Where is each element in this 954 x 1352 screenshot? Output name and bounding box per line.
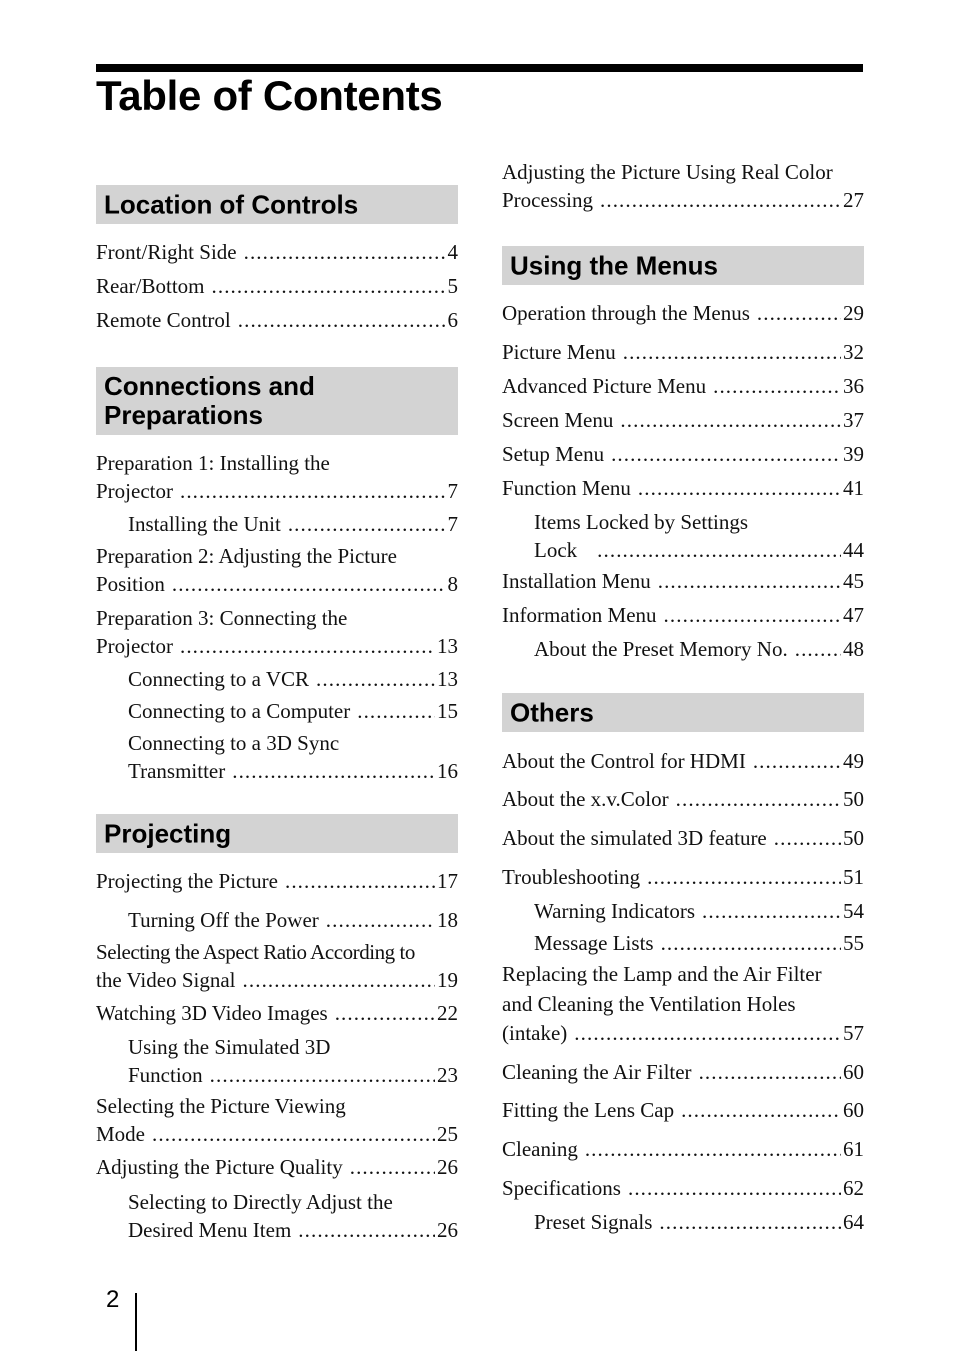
leader-dots [659, 1208, 841, 1236]
entry-page: 37 [843, 408, 864, 432]
entry-title: Processing [502, 188, 593, 212]
entry-page: 39 [843, 442, 864, 466]
leader-dots [316, 665, 435, 693]
entry-page: 7 [447, 479, 458, 503]
entry-page: 22 [437, 1001, 458, 1025]
leader-dots [172, 570, 446, 598]
page-number: 2 [106, 1286, 120, 1313]
section-heading-label: Others [510, 697, 594, 727]
entry-page: 51 [843, 865, 864, 889]
entry-page: 61 [843, 1137, 864, 1161]
toc-entry-turning-off-power[interactable] [128, 906, 458, 934]
toc-entry-simulated-3d-feature[interactable] [502, 824, 864, 852]
leader-dots [288, 510, 446, 538]
entry-page: 27 [843, 188, 864, 212]
entry-title: About the Preset Memory No. [534, 637, 788, 661]
leader-dots [180, 477, 446, 505]
toc-entry-advanced-picture-menu[interactable] [502, 372, 864, 400]
entry-title: Mode [96, 1122, 145, 1146]
entry-page: 15 [437, 699, 458, 723]
leader-dots [647, 863, 841, 891]
leader-dots [628, 1174, 841, 1202]
entry-title: Cleaning the Air Filter [502, 1060, 692, 1084]
toc-entry-connecting-3d-sync[interactable] [128, 729, 458, 785]
entry-page: 18 [437, 908, 458, 932]
leader-dots [210, 1061, 435, 1089]
toc-entry-cleaning[interactable] [502, 1135, 864, 1163]
section-heading-label [104, 372, 452, 430]
toc-entry-remote-control[interactable] [96, 306, 458, 334]
leader-dots [620, 406, 841, 434]
toc-entry-simulated-3d-function[interactable] [128, 1033, 458, 1089]
entry-page: 60 [843, 1060, 864, 1084]
entry-title: Picture Menu [502, 340, 616, 364]
entry-page: 54 [843, 899, 864, 923]
entry-title-line: Connecting to a 3D Sync [128, 731, 340, 755]
toc-entry-warning-indicators[interactable] [534, 897, 864, 925]
title-rule [96, 64, 863, 72]
entry-title: Function [128, 1063, 203, 1087]
section-heading-others[interactable] [502, 693, 864, 732]
entry-page: 16 [437, 759, 458, 783]
entry-page: 5 [447, 274, 458, 298]
entry-page: 19 [437, 968, 458, 992]
entry-page: 26 [437, 1218, 458, 1242]
section-heading-label: Projecting [104, 818, 232, 848]
entry-page: 13 [437, 634, 458, 658]
toc-entry-preset-memory[interactable] [534, 635, 864, 663]
entry-page: 45 [843, 569, 864, 593]
toc-entry-preset-signals[interactable] [534, 1208, 864, 1236]
entry-title: Transmitter [128, 759, 226, 783]
entry-title: Projecting the Picture [96, 869, 278, 893]
leader-dots [232, 757, 435, 785]
entry-page: 60 [843, 1098, 864, 1122]
entry-title: Turning Off the Power [128, 908, 319, 932]
leader-dots [661, 929, 841, 957]
entry-page: 17 [437, 869, 458, 893]
entry-page: 50 [843, 826, 864, 850]
entry-title-line: Selecting the Aspect Ratio According to [96, 940, 415, 964]
leader-dots [585, 1135, 841, 1163]
toc-entry-picture-quality[interactable] [96, 1153, 458, 1181]
entry-title: Lock [534, 538, 578, 562]
entry-title: Preset Signals [534, 1210, 653, 1234]
entry-page: 23 [437, 1063, 458, 1087]
leader-dots [702, 897, 841, 925]
section-heading-line: Connections and [104, 371, 315, 401]
entry-page: 48 [843, 637, 864, 661]
toc-entry-cleaning-air-filter[interactable] [502, 1058, 864, 1086]
entry-page: 29 [843, 301, 864, 325]
toc-entry-fitting-lens-cap[interactable] [502, 1096, 864, 1124]
leader-dots [699, 1058, 841, 1086]
leader-dots [638, 474, 841, 502]
entry-title: Desired Menu Item [128, 1218, 292, 1242]
entry-title: About the Control for HDMI [502, 749, 746, 773]
toc-entry-troubleshooting[interactable] [502, 863, 864, 891]
page-title: Table of Contents [96, 72, 443, 119]
leader-dots [357, 697, 435, 725]
page-number-rule [135, 1293, 137, 1351]
entry-page: 44 [843, 538, 864, 562]
leader-dots [285, 867, 435, 895]
toc-entry-picture-menu[interactable] [502, 338, 864, 366]
entry-title: Adjusting the Picture Quality [96, 1155, 343, 1179]
entry-page: 36 [843, 374, 864, 398]
section-heading-line: Preparations [104, 400, 263, 430]
toc-entry-xvcolor[interactable] [502, 785, 864, 813]
toc-entry-installing-the-unit[interactable] [128, 510, 458, 538]
section-heading-connections-and-preparations[interactable] [96, 367, 458, 435]
entry-page: 25 [437, 1122, 458, 1146]
entry-title: Installing the Unit [128, 512, 281, 536]
entry-page: 57 [843, 1021, 864, 1045]
section-heading-label: Location of Controls [104, 189, 359, 219]
leader-dots [713, 372, 841, 400]
entry-title: Advanced Picture Menu [502, 374, 707, 398]
toc-entry-message-lists[interactable] [534, 929, 864, 957]
leader-dots [180, 632, 435, 660]
entry-title: Screen Menu [502, 408, 614, 432]
leader-dots [244, 238, 446, 266]
toc-entry-front-right-side[interactable] [96, 238, 458, 266]
entry-title: Front/Right Side [96, 240, 237, 264]
entry-title: Position [96, 572, 165, 596]
leader-dots [238, 306, 446, 334]
entry-page: 49 [843, 749, 864, 773]
entry-title: Watching 3D Video Images [96, 1001, 328, 1025]
entry-title-line: Using the Simulated 3D [128, 1035, 331, 1059]
entry-title: Specifications [502, 1176, 621, 1200]
toc-entry-rear-bottom[interactable] [96, 272, 458, 300]
leader-dots [774, 824, 841, 852]
leader-dots [623, 338, 841, 366]
entry-title-line: Items Locked by Settings [534, 510, 749, 534]
leader-dots [611, 440, 841, 468]
leader-dots [326, 906, 435, 934]
section-heading-using-the-menus[interactable] [502, 246, 864, 285]
entry-page: 6 [447, 308, 458, 332]
toc-entry-items-locked[interactable] [534, 508, 864, 564]
entry-page: 55 [843, 931, 864, 955]
leader-dots [795, 635, 841, 663]
entry-title-line: Selecting the Picture Viewing [96, 1094, 346, 1118]
entry-page: 64 [843, 1210, 864, 1234]
entry-page: 47 [843, 603, 864, 627]
entry-title-line: Preparation 2: Adjusting the Picture [96, 544, 397, 568]
entry-title: Connecting to a VCR [128, 667, 310, 691]
entry-page: 50 [843, 787, 864, 811]
toc-entry-connecting-vcr[interactable] [128, 665, 458, 693]
toc-entry-specifications[interactable] [502, 1174, 864, 1202]
toc-entry-control-for-hdmi[interactable] [502, 747, 864, 775]
entry-title: Function Menu [502, 476, 631, 500]
leader-dots [600, 186, 841, 214]
leader-dots [152, 1120, 435, 1148]
toc-entry-information-menu[interactable] [502, 601, 864, 629]
entry-title: Message Lists [534, 931, 654, 955]
leader-dots [212, 272, 446, 300]
leader-dots [335, 999, 435, 1027]
section-heading-location-of-controls[interactable] [96, 185, 458, 224]
leader-dots [574, 1019, 841, 1049]
entry-page: 41 [843, 476, 864, 500]
entry-title-line: Adjusting the Picture Using Real Color [502, 160, 833, 184]
toc-entry-picture-viewing-mode[interactable] [96, 1092, 458, 1148]
leader-dots [681, 1096, 841, 1124]
section-heading-projecting[interactable] [96, 814, 458, 853]
entry-title: Projector [96, 634, 173, 658]
entry-title: About the simulated 3D feature [502, 826, 767, 850]
entry-page: 62 [843, 1176, 864, 1200]
entry-title: Cleaning [502, 1137, 578, 1161]
entry-title: Fitting the Lens Cap [502, 1098, 675, 1122]
toc-entry-function-menu[interactable] [502, 474, 864, 502]
toc-entry-installation-menu[interactable] [502, 567, 864, 595]
entry-title: Remote Control [96, 308, 231, 332]
entry-title: the Video Signal [96, 968, 236, 992]
toc-entry-replacing-lamp[interactable] [502, 960, 864, 1049]
entry-title-line: Preparation 1: Installing the [96, 451, 330, 475]
entry-title-line: Selecting to Directly Adjust the [128, 1190, 393, 1214]
toc-entry-connecting-computer[interactable] [128, 697, 458, 725]
leader-dots [753, 747, 841, 775]
leader-dots [350, 1153, 435, 1181]
entry-title-line: Replacing the Lamp and the Air Filter [502, 962, 822, 986]
toc-entry-screen-menu[interactable] [502, 406, 864, 434]
leader-dots [597, 536, 841, 564]
leader-dots [243, 966, 435, 994]
toc-entry-aspect-ratio[interactable] [96, 938, 458, 994]
entry-title: Rear/Bottom [96, 274, 205, 298]
leader-dots [658, 567, 841, 595]
entry-title: Information Menu [502, 603, 657, 627]
entry-title: (intake) [502, 1021, 568, 1045]
entry-title: Projector [96, 479, 173, 503]
entry-title: Warning Indicators [534, 899, 696, 923]
toc-entry-setup-menu[interactable] [502, 440, 864, 468]
leader-dots [676, 785, 841, 813]
toc-entry-real-color-processing[interactable] [502, 158, 864, 214]
entry-title: Setup Menu [502, 442, 605, 466]
leader-dots [298, 1216, 435, 1244]
leader-dots [757, 299, 841, 327]
entry-title: Troubleshooting [502, 865, 641, 889]
toc-entry-watching-3d[interactable] [96, 999, 458, 1027]
entry-page: 8 [447, 572, 458, 596]
entry-page: 7 [447, 512, 458, 536]
entry-page: 26 [437, 1155, 458, 1179]
entry-title: Connecting to a Computer [128, 699, 351, 723]
entry-title: Installation Menu [502, 569, 651, 593]
entry-page: 4 [447, 240, 458, 264]
leader-dots [664, 601, 841, 629]
entry-title: Operation through the Menus [502, 301, 750, 325]
entry-page: 13 [437, 667, 458, 691]
toc-entry-projecting-picture[interactable] [96, 867, 458, 895]
toc-entry-preparation-3[interactable] [96, 604, 458, 660]
entry-title: About the x.v.Color [502, 787, 669, 811]
section-heading-label: Using the Menus [510, 250, 719, 280]
toc-entry-operation-through-menus[interactable] [502, 299, 864, 327]
toc-entry-preparation-1[interactable] [96, 449, 458, 505]
entry-title-line: and Cleaning the Ventilation Holes [502, 991, 796, 1016]
entry-title-line: Preparation 3: Connecting the [96, 606, 348, 630]
toc-entry-preparation-2[interactable] [96, 542, 458, 598]
toc-entry-directly-adjust[interactable] [128, 1188, 458, 1244]
entry-page: 32 [843, 340, 864, 364]
